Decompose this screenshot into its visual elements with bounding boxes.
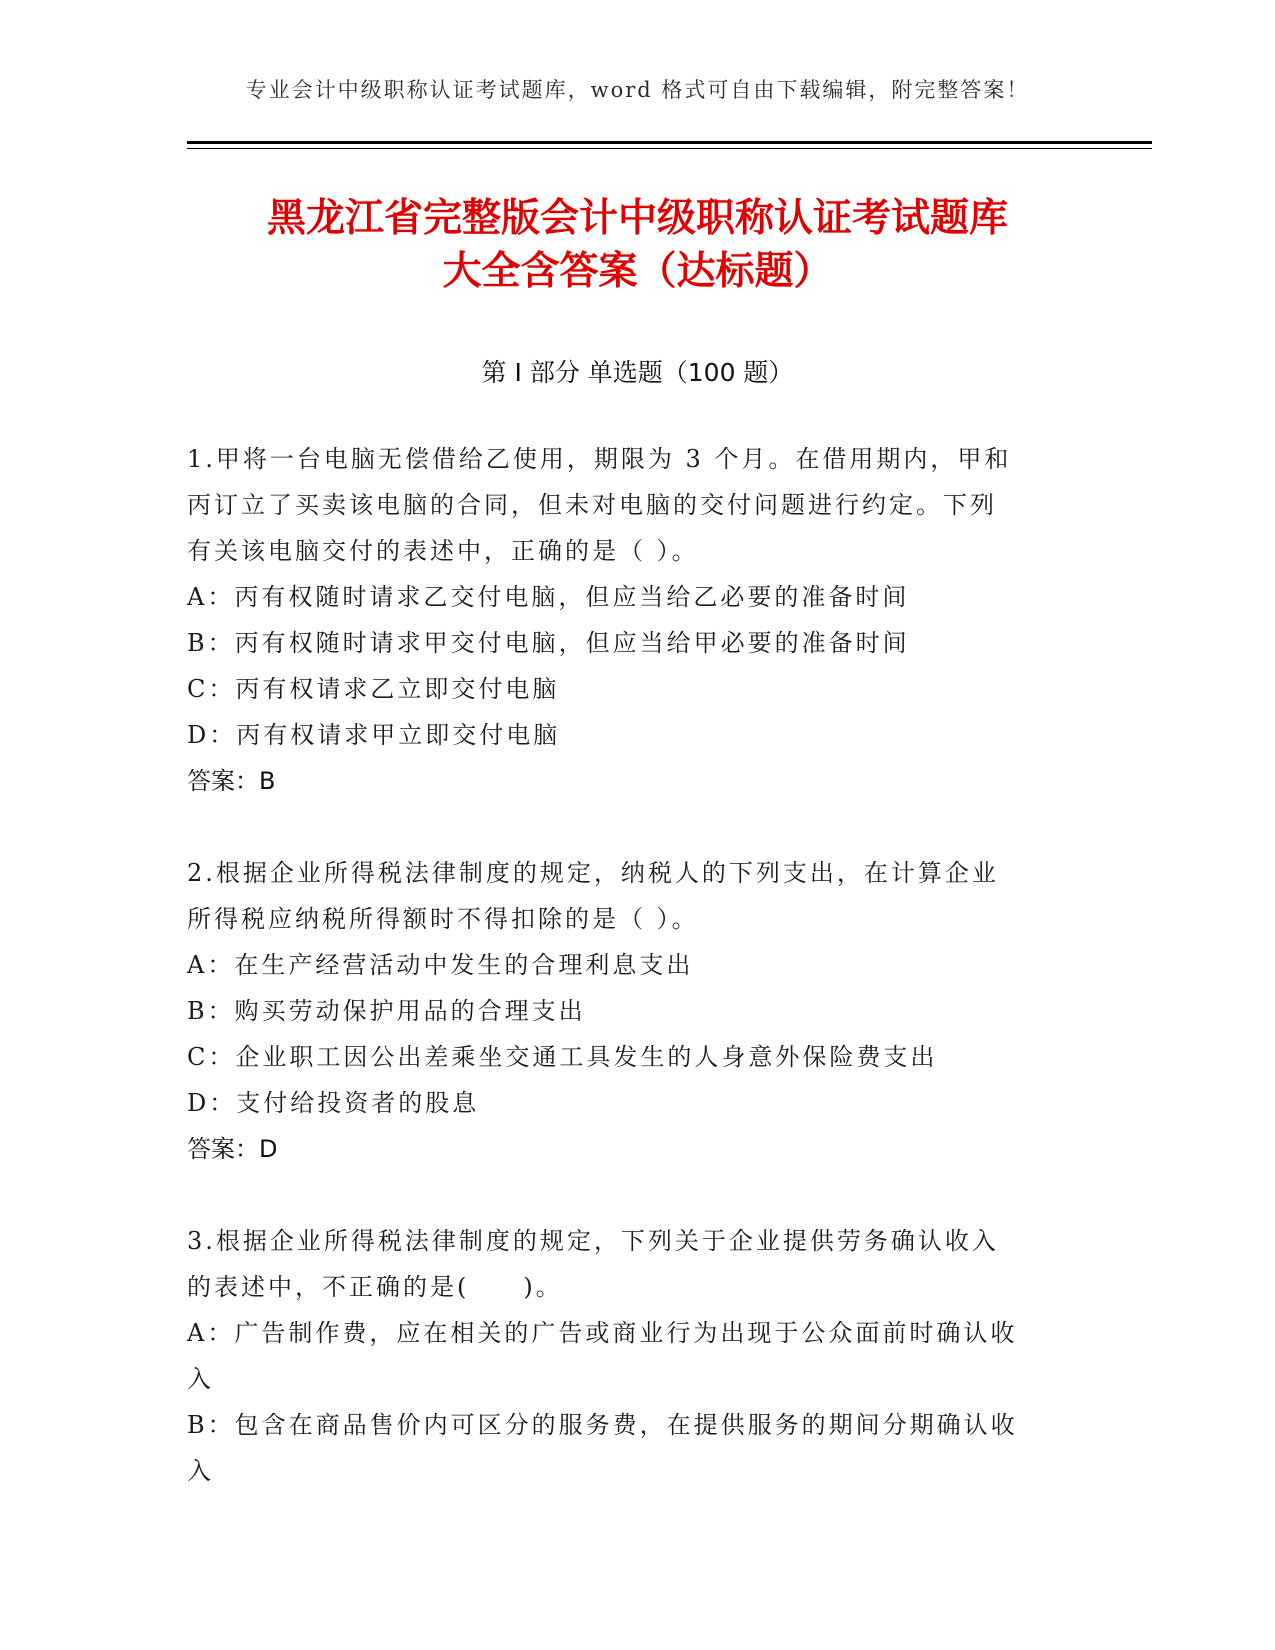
question-2-option-d: D：支付给投资者的股息 xyxy=(187,1089,480,1117)
question-3-stem-line-2: 的表述中，不正确的是( )。 xyxy=(187,1273,563,1301)
question-1-option-a: A：丙有权随时请求乙交付电脑，但应当给乙必要的准备时间 xyxy=(187,583,910,611)
header-rule-thick xyxy=(187,141,1152,144)
question-2-stem-line-2: 所得税应纳税所得额时不得扣除的是（ ）。 xyxy=(187,905,699,933)
header-rule-thin xyxy=(187,148,1152,149)
document-title xyxy=(150,192,1125,298)
question-3-option-b: B：包含在商品售价内可区分的服务费，在提供服务的期间分期确认收 xyxy=(187,1411,1018,1439)
question-list xyxy=(187,436,1067,1540)
document-title-line-1: 黑龙江省完整版会计中级职称认证考试题库 xyxy=(266,196,1008,241)
question-3 xyxy=(187,1218,1067,1494)
document-title-line-2: 大全含答案（达标题） xyxy=(442,249,833,294)
question-2-option-b: B：购买劳动保护用品的合理支出 xyxy=(187,997,586,1025)
question-1-option-b: B：丙有权随时请求甲交付电脑，但应当给甲必要的准备时间 xyxy=(187,629,910,657)
question-3-option-a-continued: 入 xyxy=(187,1365,214,1393)
question-2-option-c: C：企业职工因公出差乘坐交通工具发生的人身意外保险费支出 xyxy=(187,1043,938,1071)
question-1-stem-line-2: 丙订立了买卖该电脑的合同，但未对电脑的交付问题进行约定。下列 xyxy=(187,491,997,519)
question-3-option-a: A：广告制作费，应在相关的广告或商业行为出现于公众面前时确认收 xyxy=(187,1319,1018,1347)
question-2-answer: 答案：D xyxy=(187,1135,278,1163)
question-1-stem-line-3: 有关该电脑交付的表述中，正确的是（ ）。 xyxy=(187,537,699,565)
question-1-option-d: D：丙有权请求甲立即交付电脑 xyxy=(187,721,561,749)
question-3-stem-line-1: 3.根据企业所得税法律制度的规定，下列关于企业提供劳务确认收入 xyxy=(187,1227,999,1255)
question-1-answer: 答案：B xyxy=(187,767,276,795)
question-2-stem-line-1: 2.根据企业所得税法律制度的规定，纳税人的下列支出，在计算企业 xyxy=(187,859,999,887)
section-heading: 第 I 部分 单选题（100 题） xyxy=(481,358,794,387)
question-1 xyxy=(187,436,1067,804)
question-3-option-b-continued: 入 xyxy=(187,1457,214,1485)
question-1-option-c: C：丙有权请求乙立即交付电脑 xyxy=(187,675,560,703)
question-1-stem-line-1: 1.甲将一台电脑无偿借给乙使用，期限为 3 个月。在借用期内，甲和 xyxy=(187,445,1012,473)
header-note: 专业会计中级职称认证考试题库，word 格式可自由下载编辑，附完整答案！ xyxy=(245,78,1030,102)
question-2-option-a: A：在生产经营活动中发生的合理利息支出 xyxy=(187,951,694,979)
question-2 xyxy=(187,850,1067,1172)
